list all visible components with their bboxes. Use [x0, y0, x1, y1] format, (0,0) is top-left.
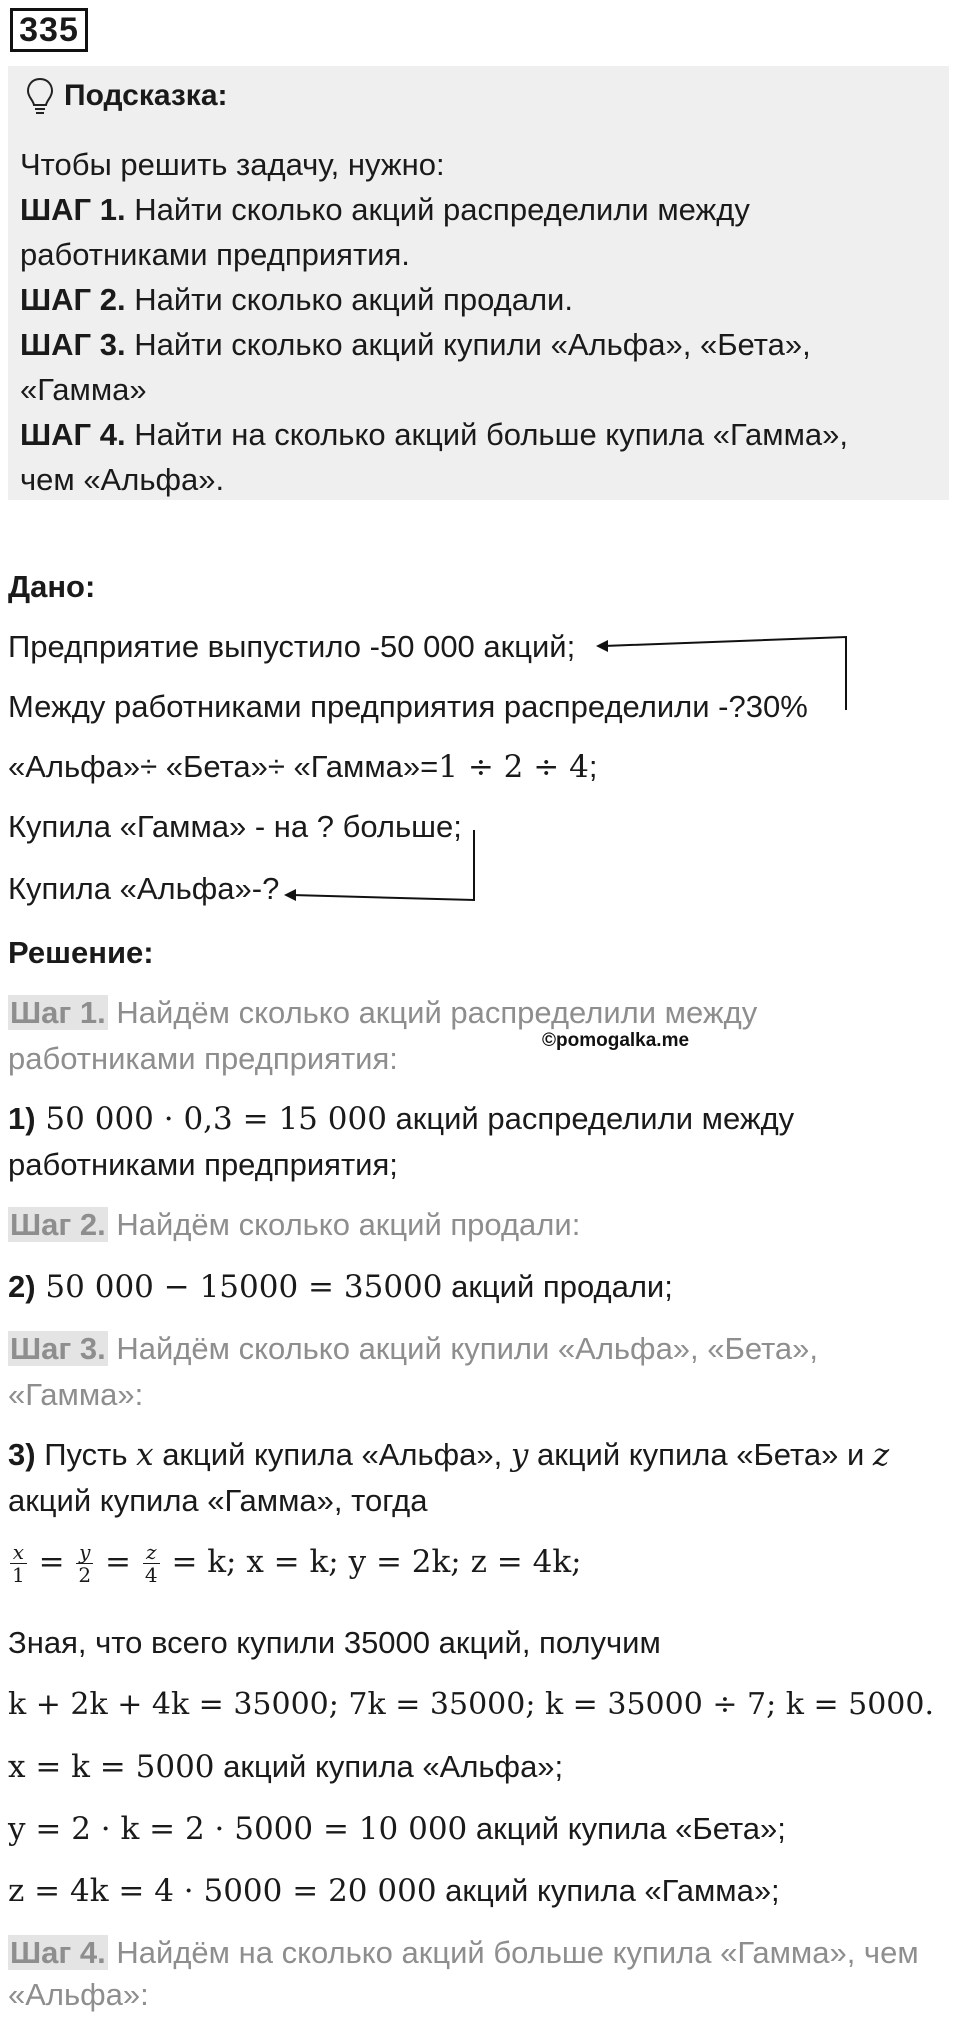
step3-text: Найдём сколько акций купили «Альфа», «Бета», [107, 1331, 819, 1366]
hint-step4 [20, 412, 940, 457]
fraction-z-num: z [143, 1541, 160, 1564]
given-ratio-math: 1 ÷ 2 ÷ 4 [438, 749, 589, 785]
hint-step2-label: ШАГ 2. [20, 282, 126, 317]
solution-1-text: акций распределили между [386, 1101, 795, 1136]
hint-title-text: Подсказка: [64, 79, 228, 112]
solution-2-text: акций продали; [442, 1269, 673, 1304]
given-line-5: Купила «Альфа»-? [8, 871, 280, 906]
solution-1-num: 1) [8, 1101, 36, 1136]
fraction-y-num: y [76, 1541, 93, 1564]
hint-box [8, 66, 949, 500]
hint-step4-cont: чем «Альфа». [20, 462, 225, 497]
hint-intro: Чтобы решить задачу, нужно: [20, 147, 445, 182]
hint-lines [20, 142, 940, 502]
solution-3-t1: Пусть [35, 1437, 137, 1472]
solution-3-cont: акций купила «Гамма», тогда [8, 1483, 428, 1518]
var-y: y [510, 1437, 529, 1473]
solution-2-math: 50 000 − 15000 = 35000 [35, 1269, 443, 1305]
given-line-4: Купила «Гамма» - на ? больше; [8, 809, 462, 844]
fraction-x [10, 1541, 27, 1586]
solution-step4 [8, 1930, 919, 1975]
given-ratio-text: «Альфа»÷ «Бета»÷ «Гамма»= [8, 749, 439, 784]
hint-step3-text: Найти сколько акций купили «Альфа», «Бета», [125, 327, 811, 362]
step2-tag: Шаг 2. [10, 1207, 106, 1242]
solution-3-t2: акций купила «Альфа», [153, 1437, 511, 1472]
step4-tag: Шаг 4. [10, 1935, 106, 1970]
solution-step3-cont: «Гамма»: [8, 1377, 144, 1412]
given-line-3 [8, 744, 597, 790]
ratio-equation: $\frac{x}{1}$ = $\frac{y}{2}$ = $\frac{z}{4}$ = k; x = k; y = 2k; z = 4k; [12, 1540, 582, 1587]
solution-step1 [8, 990, 757, 1035]
step2-text: Найдём сколько акций продали: [107, 1207, 581, 1242]
solution-step1-cont: работниками предприятия: [8, 1041, 398, 1076]
solution-heading: Решение: [8, 935, 154, 970]
step4-text: Найдём на сколько акций больше купила «Гамма», чем [107, 1935, 919, 1970]
solution-3-num: 3) [8, 1437, 36, 1472]
step1-text: Найдём сколько акций распределили между [107, 995, 758, 1030]
solution-2 [8, 1264, 673, 1310]
given-line-2: Между работниками предприятия распределили -?30% [8, 689, 808, 724]
given-ratio-end: ; [588, 749, 598, 784]
hint-step1-cont: работниками предприятия. [20, 237, 410, 272]
y-result-text: акций купила «Бета»; [467, 1811, 786, 1846]
task-number: 335 [10, 8, 88, 52]
fraction-y-den: 2 [78, 1563, 92, 1587]
knowing-line: Зная, что всего купили 35000 акций, получим [8, 1625, 661, 1660]
hint-step1 [20, 187, 940, 232]
solution-2-num: 2) [8, 1269, 36, 1304]
y-result-math: y = 2 · k = 2 · 5000 = 10 000 [8, 1811, 468, 1847]
hint-step2-text: Найти сколько акций продали. [125, 282, 573, 317]
solution-step3 [8, 1326, 818, 1371]
solution-1 [8, 1096, 794, 1142]
solution-3-t3: акций купила «Бета» и [528, 1437, 873, 1472]
z-result-text: акций купила «Гамма»; [436, 1873, 780, 1908]
lightbulb-icon [26, 76, 54, 116]
fraction-x-num: x [10, 1541, 27, 1564]
fraction-z [143, 1541, 160, 1586]
var-x: x [136, 1437, 154, 1473]
given-heading: Дано: [8, 569, 96, 604]
x-result [8, 1744, 563, 1790]
hint-title [26, 76, 228, 116]
hint-step3 [20, 322, 940, 367]
watermark: ©pomogalka.me [542, 1030, 690, 1051]
solution-1-math: 50 000 · 0,3 = 15 000 [35, 1101, 387, 1137]
solution-step4-cont: «Альфа»: [8, 1977, 149, 2012]
x-result-text: акций купила «Альфа»; [214, 1749, 564, 1784]
hint-step4-text: Найти на сколько акций больше купила «Гамма», [125, 417, 849, 452]
x-result-math: x = k = 5000 [8, 1749, 215, 1785]
y-result [8, 1806, 786, 1852]
solution-1-cont: работниками предприятия; [8, 1147, 398, 1182]
hint-step3-cont: «Гамма» [20, 372, 147, 407]
fraction-x-den: 1 [12, 1563, 25, 1587]
k-equation: k + 2k + 4k = 35000; 7k = 35000; k = 35000 ÷ 7; k = 5000. [8, 1687, 935, 1722]
solution-step2 [8, 1202, 580, 1247]
hint-step2 [20, 277, 940, 322]
z-result [8, 1868, 780, 1914]
fraction-z-den: 4 [144, 1563, 158, 1587]
var-z: z [872, 1437, 890, 1473]
fraction-y [76, 1541, 93, 1586]
arrowhead-total [596, 640, 608, 652]
given-line-1: Предприятие выпустило -50 000 акций; [8, 629, 576, 664]
hint-step1-text: Найти сколько акций распределили между [125, 192, 750, 227]
arrowhead-alpha [284, 889, 296, 901]
ratio-tail: = k; x = k; y = 2k; z = 4k; [171, 1544, 582, 1580]
step1-tag: Шаг 1. [10, 995, 106, 1030]
solution-3 [8, 1432, 889, 1478]
hint-step4-label: ШАГ 4. [20, 417, 126, 452]
hint-step1-label: ШАГ 1. [20, 192, 126, 227]
step3-tag: Шаг 3. [10, 1331, 106, 1366]
hint-step3-label: ШАГ 3. [20, 327, 126, 362]
z-result-math: z = 4k = 4 · 5000 = 20 000 [8, 1873, 437, 1909]
